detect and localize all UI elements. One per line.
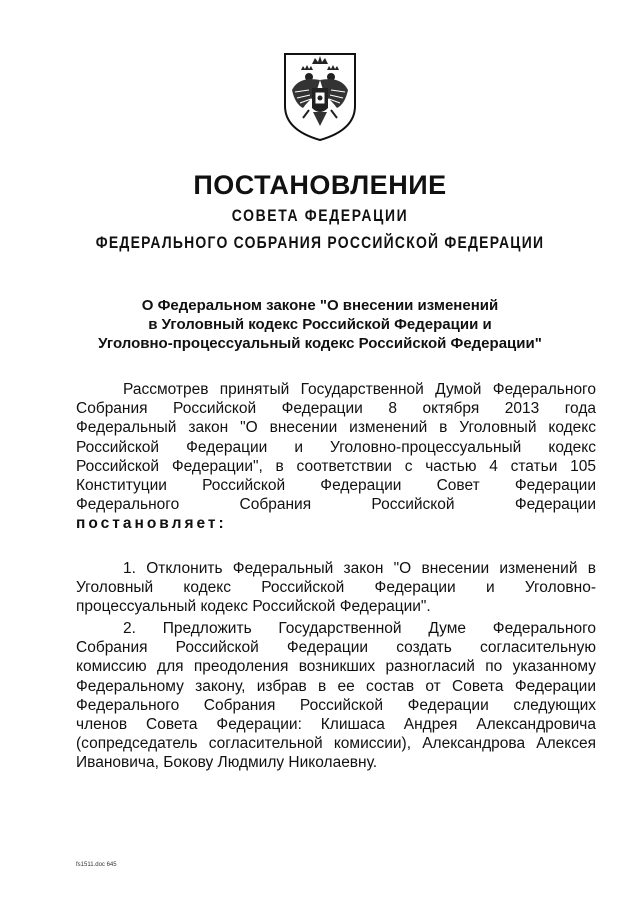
preamble-line: Федерального Собрания Российской Федерации — [76, 496, 596, 514]
preamble-line: Российской Федерации и Уголовно-процессуальный кодекс — [76, 438, 596, 456]
coat-of-arms-icon — [279, 50, 361, 142]
preamble-line: Федеральный закон "О внесении изменений в Уголовный кодекс — [76, 419, 596, 437]
item-2-line: членов Совета Федерации: Клишаса Андрея Александровича — [76, 716, 596, 734]
item-1-line: процессуальный кодекс Российской Федерации". — [76, 598, 431, 616]
item-2-line: Федеральному закону, избрав в ее состав от Совета Федерации — [76, 677, 596, 695]
subject-line: в Уголовный кодекс Российской Федерации и — [148, 316, 492, 333]
item-2-line: Федерального Собрания Российской Федерации следующих — [76, 696, 596, 714]
item-1-paragraph — [76, 559, 596, 617]
item-2-line: Собрания Российской Федерации создать согласительную — [76, 639, 596, 657]
preamble-line: Собрания Российской Федерации 8 октября 2013 года — [76, 400, 596, 418]
item-1-line: Уголовный кодекс Российской Федерации и Уголовно- — [76, 579, 596, 597]
resolves-word: постановляет: — [76, 515, 227, 533]
issuer-line-1: СОВЕТА ФЕДЕРАЦИИ — [231, 206, 409, 225]
item-2-line: (сопредседатель согласительной комиссии), Александрова Алексея — [76, 735, 596, 753]
subject-line: Уголовно-процессуальный кодекс Российской Федерации" — [98, 335, 542, 352]
issuer-line-2: ФЕДЕРАЛЬНОГО СОБРАНИЯ РОССИЙСКОЙ ФЕДЕРАЦИИ — [95, 233, 545, 252]
preamble-line: Рассмотрев принятый Государственной Думой Федерального — [123, 381, 596, 398]
subject-line: О Федеральном законе "О внесении изменений — [141, 297, 499, 314]
item-2-line: 2. Предложить Государственной Думе Федерального — [123, 620, 596, 637]
item-2-line: Ивановича, Бокову Людмилу Николаевну. — [76, 754, 378, 772]
item-2-paragraph — [76, 619, 596, 773]
preamble-line: Российской Федерации", в соответствии с частью 4 статьи 105 — [76, 457, 596, 475]
file-reference: fs1511.doc 645 — [76, 862, 117, 868]
preamble-paragraph — [76, 380, 596, 534]
item-1-line: 1. Отклонить Федеральный закон "О внесении изменений в — [123, 560, 596, 577]
document-subject — [60, 296, 580, 353]
document-title: ПОСТАНОВЛЕНИЕ — [193, 170, 447, 200]
item-2-line: комиссию для преодоления возникших разногласий по указанному — [76, 658, 596, 676]
preamble-line: Конституции Российской Федерации Совет Федерации — [76, 477, 596, 495]
